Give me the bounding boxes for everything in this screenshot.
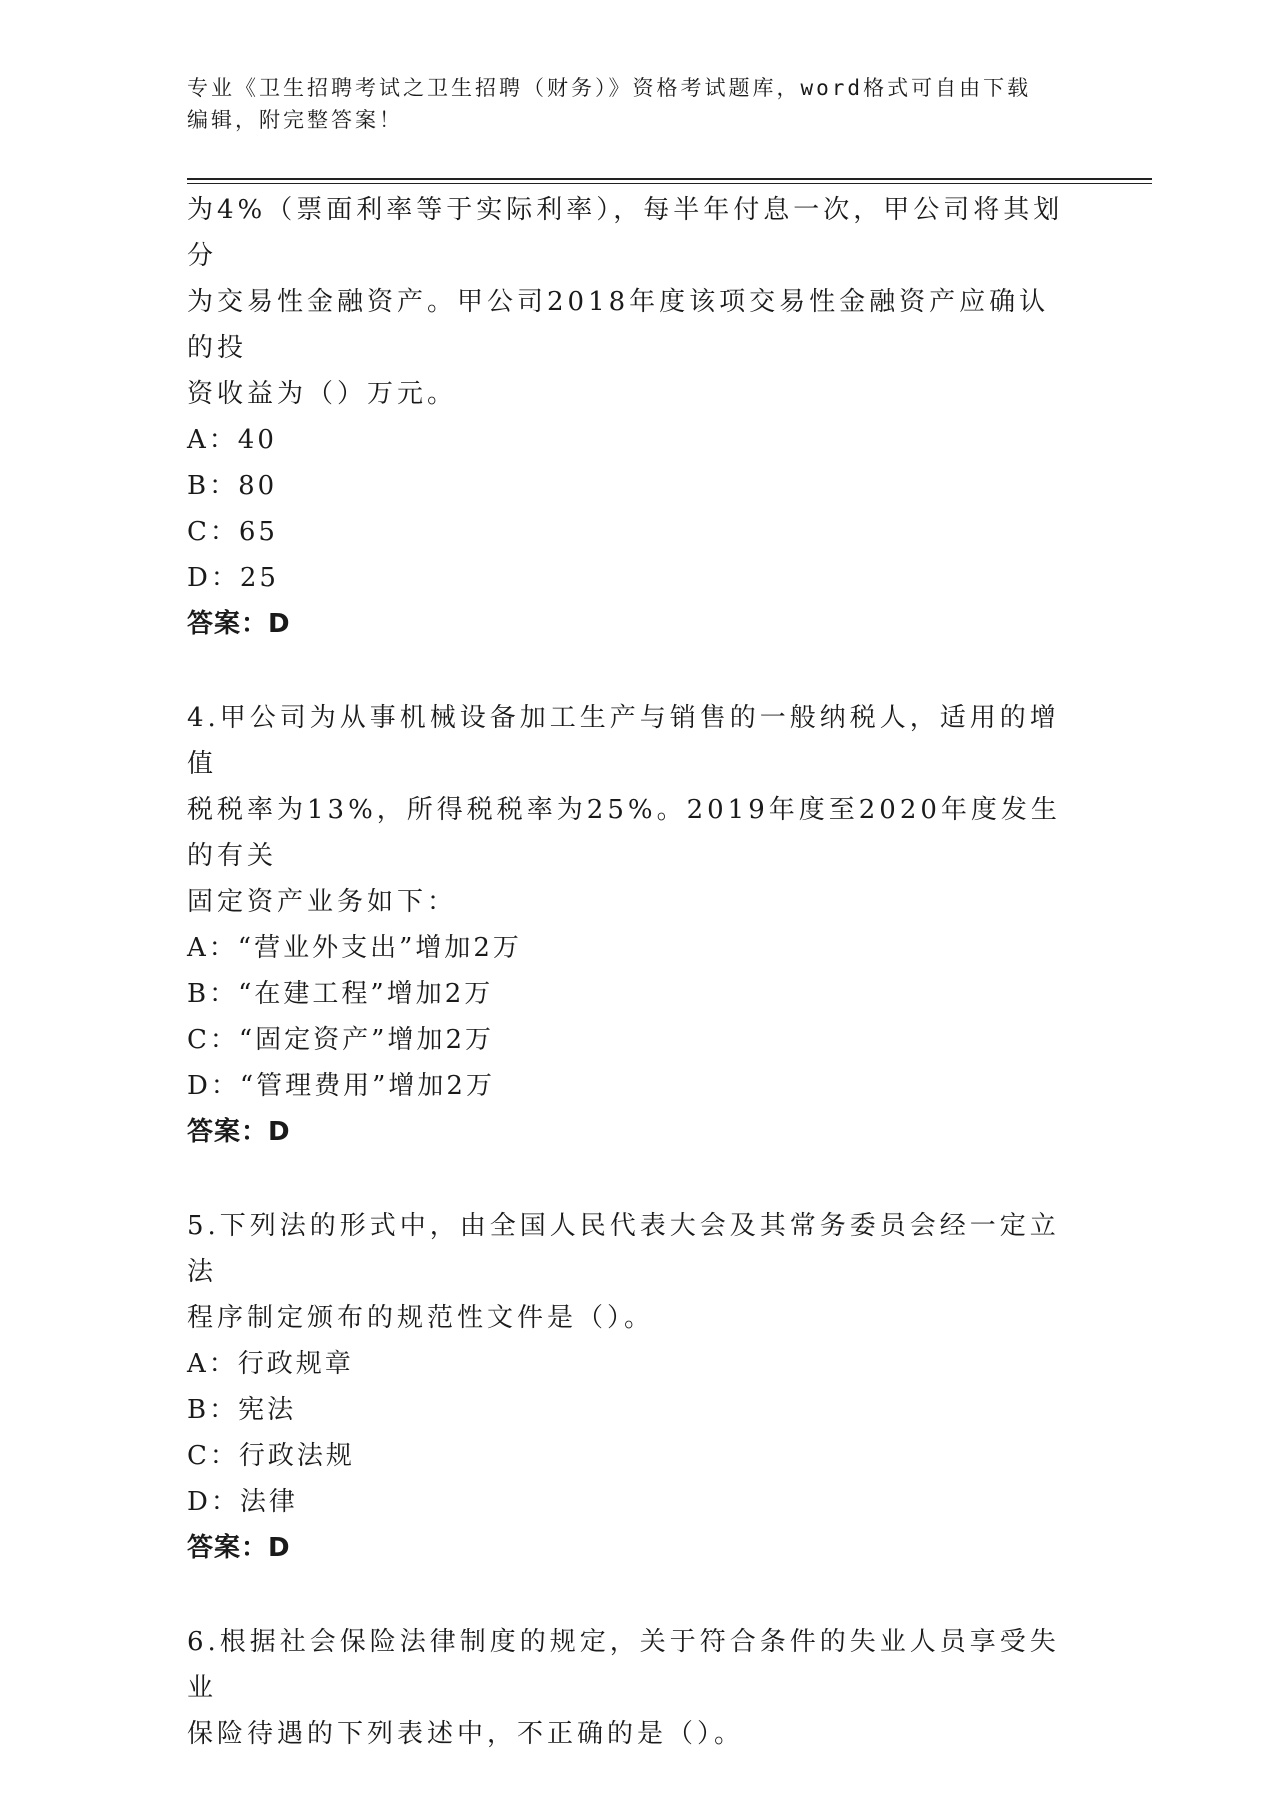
option-b: B：宪法 — [187, 1395, 297, 1425]
question-list — [187, 187, 1067, 1805]
header-divider-thick — [187, 178, 1152, 180]
question-6-block — [187, 1619, 1067, 1757]
header-divider-thin — [187, 183, 1152, 184]
question-4-block — [187, 695, 1067, 1155]
header-line-2: 编辑，附完整答案！ — [187, 108, 403, 132]
option-a: A：“营业外支出”增加2万 — [187, 933, 522, 963]
option-d: D：“管理费用”增加2万 — [187, 1071, 495, 1101]
document-header — [187, 72, 1067, 136]
answer: 答案：D — [187, 609, 291, 639]
header-line-1: 专业《卫生招聘考试之卫生招聘（财务）》资格考试题库，word格式可自由下载 — [187, 76, 1032, 100]
option-d: D：25 — [187, 563, 279, 593]
option-d: D：法律 — [187, 1487, 298, 1517]
question-line: 为4%（票面利率等于实际利率），每半年付息一次，甲公司将其划分 — [187, 195, 1064, 271]
option-b: B：80 — [187, 471, 278, 501]
question-line: 资收益为（）万元。 — [187, 379, 458, 409]
option-c: C：65 — [187, 517, 278, 547]
question-3-block — [187, 187, 1067, 647]
question-line: 为交易性金融资产。甲公司2018年度该项交易性金融资产应确认的投 — [187, 287, 1050, 363]
option-a: A：行政规章 — [187, 1349, 354, 1379]
answer: 答案：D — [187, 1117, 291, 1147]
question-5-block — [187, 1203, 1067, 1571]
question-line: 4.甲公司为从事机械设备加工生产与销售的一般纳税人，适用的增值 — [187, 703, 1060, 779]
question-line: 税税率为13%，所得税税率为25%。2019年度至2020年度发生的有关 — [187, 795, 1061, 871]
answer: 答案：D — [187, 1533, 291, 1563]
question-line: 5.下列法的形式中，由全国人民代表大会及其常务委员会经一定立法 — [187, 1211, 1060, 1287]
question-line: 保险待遇的下列表述中，不正确的是（）。 — [187, 1719, 745, 1749]
option-c: C：行政法规 — [187, 1441, 355, 1471]
question-line: 固定资产业务如下： — [187, 887, 458, 917]
option-a: A：40 — [187, 425, 277, 455]
question-line: 程序制定颁布的规范性文件是（）。 — [187, 1303, 655, 1333]
option-c: C：“固定资产”增加2万 — [187, 1025, 495, 1055]
question-line: 6.根据社会保险法律制度的规定，关于符合条件的失业人员享受失业 — [187, 1627, 1060, 1703]
option-b: B：“在建工程”增加2万 — [187, 979, 494, 1009]
